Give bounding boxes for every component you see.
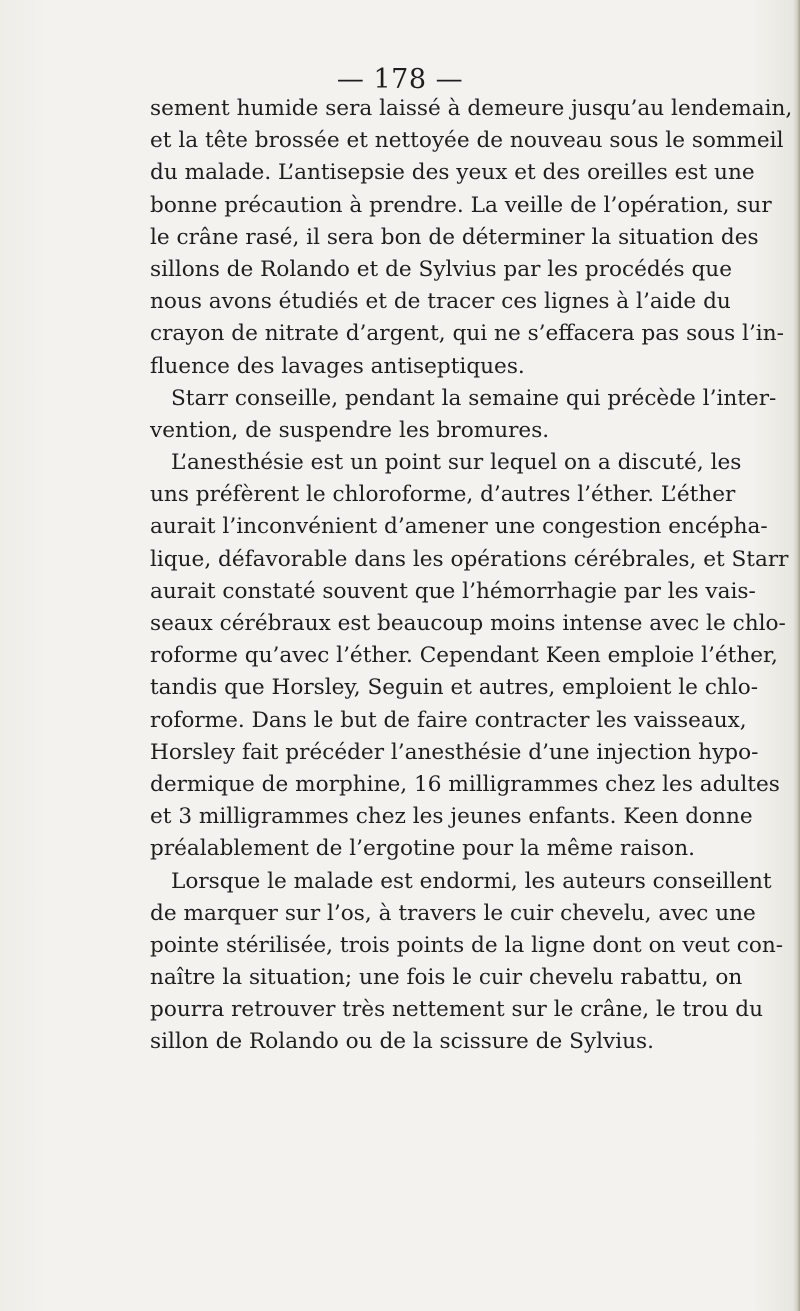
text-line: lique, défavorable dans les opérations cérébrales, et Starr [150, 546, 789, 572]
text-line: vention, de suspendre les bromures. [150, 417, 550, 443]
page-body-text [150, 93, 793, 1059]
text-line: bonne précaution à prendre. La veille de l’opération, sur [150, 192, 772, 218]
text-line: sement humide sera laissé à demeure jusqu’au lendemain, [150, 96, 793, 121]
text-line: nous avons étudiés et de tracer ces lignes à l’aide du [150, 289, 731, 315]
text-line: crayon de nitrate d’argent, qui ne s’effacera pas sous l’in- [150, 321, 784, 347]
text-line: le crâne rasé, il sera bon de déterminer la situation des [150, 224, 759, 250]
text-line: et 3 milligrammes chez les jeunes enfants. Keen donne [150, 804, 753, 830]
text-line: sillon de Rolando ou de la scissure de Sylvius. [150, 1029, 654, 1055]
text-line: aurait constaté souvent que l’hémorrhagie par les vais- [150, 578, 756, 604]
text-line: pourra retrouver très nettement sur le crâne, le trou du [150, 997, 764, 1023]
text-line: aurait l’inconvénient d’amener une congestion encépha- [150, 514, 768, 540]
text-line: Starr conseille, pendant la semaine qui précède l’inter- [171, 385, 777, 411]
text-line: Horsley fait précéder l’anesthésie d’une injection hypo- [150, 739, 759, 765]
text-line: naître la situation; une fois le cuir chevelu rabattu, on [150, 965, 743, 991]
text-line: préalablement de l’ergotine pour la même raison. [150, 836, 695, 862]
text-line: Lorsque le malade est endormi, les auteurs conseillent [171, 868, 772, 894]
text-line: tandis que Horsley, Seguin et autres, emploient le chlo- [150, 675, 759, 701]
text-line: sillons de Rolando et de Sylvius par les procédés que [150, 256, 732, 282]
text-line: dermique de morphine, 16 milligrammes chez les adultes [150, 771, 780, 797]
text-line: et la tête brossée et nettoyée de nouveau sous le sommeil [150, 128, 784, 154]
page-number: — 178 — [336, 64, 464, 95]
page-edge-shadow [793, 0, 800, 1311]
text-line: du malade. L’antisepsie des yeux et des oreilles est une [150, 160, 755, 186]
text-line: L’anesthésie est un point sur lequel on a discuté, les [171, 450, 742, 476]
text-line: fluence des lavages antiseptiques. [150, 353, 525, 379]
text-line: pointe stérilisée, trois points de la ligne dont on veut con- [150, 932, 784, 958]
text-line: roforme qu’avec l’éther. Cependant Keen emploie l’éther, [150, 643, 778, 669]
text-line: seaux cérébraux est beaucoup moins intense avec le chlo- [150, 611, 786, 636]
text-line: roforme. Dans le but de faire contracter les vaisseaux, [150, 707, 747, 733]
text-line: de marquer sur l’os, à travers le cuir chevelu, avec une [150, 900, 756, 926]
text-line: uns préfèrent le chloroforme, d’autres l’éther. L’éther [150, 482, 736, 508]
